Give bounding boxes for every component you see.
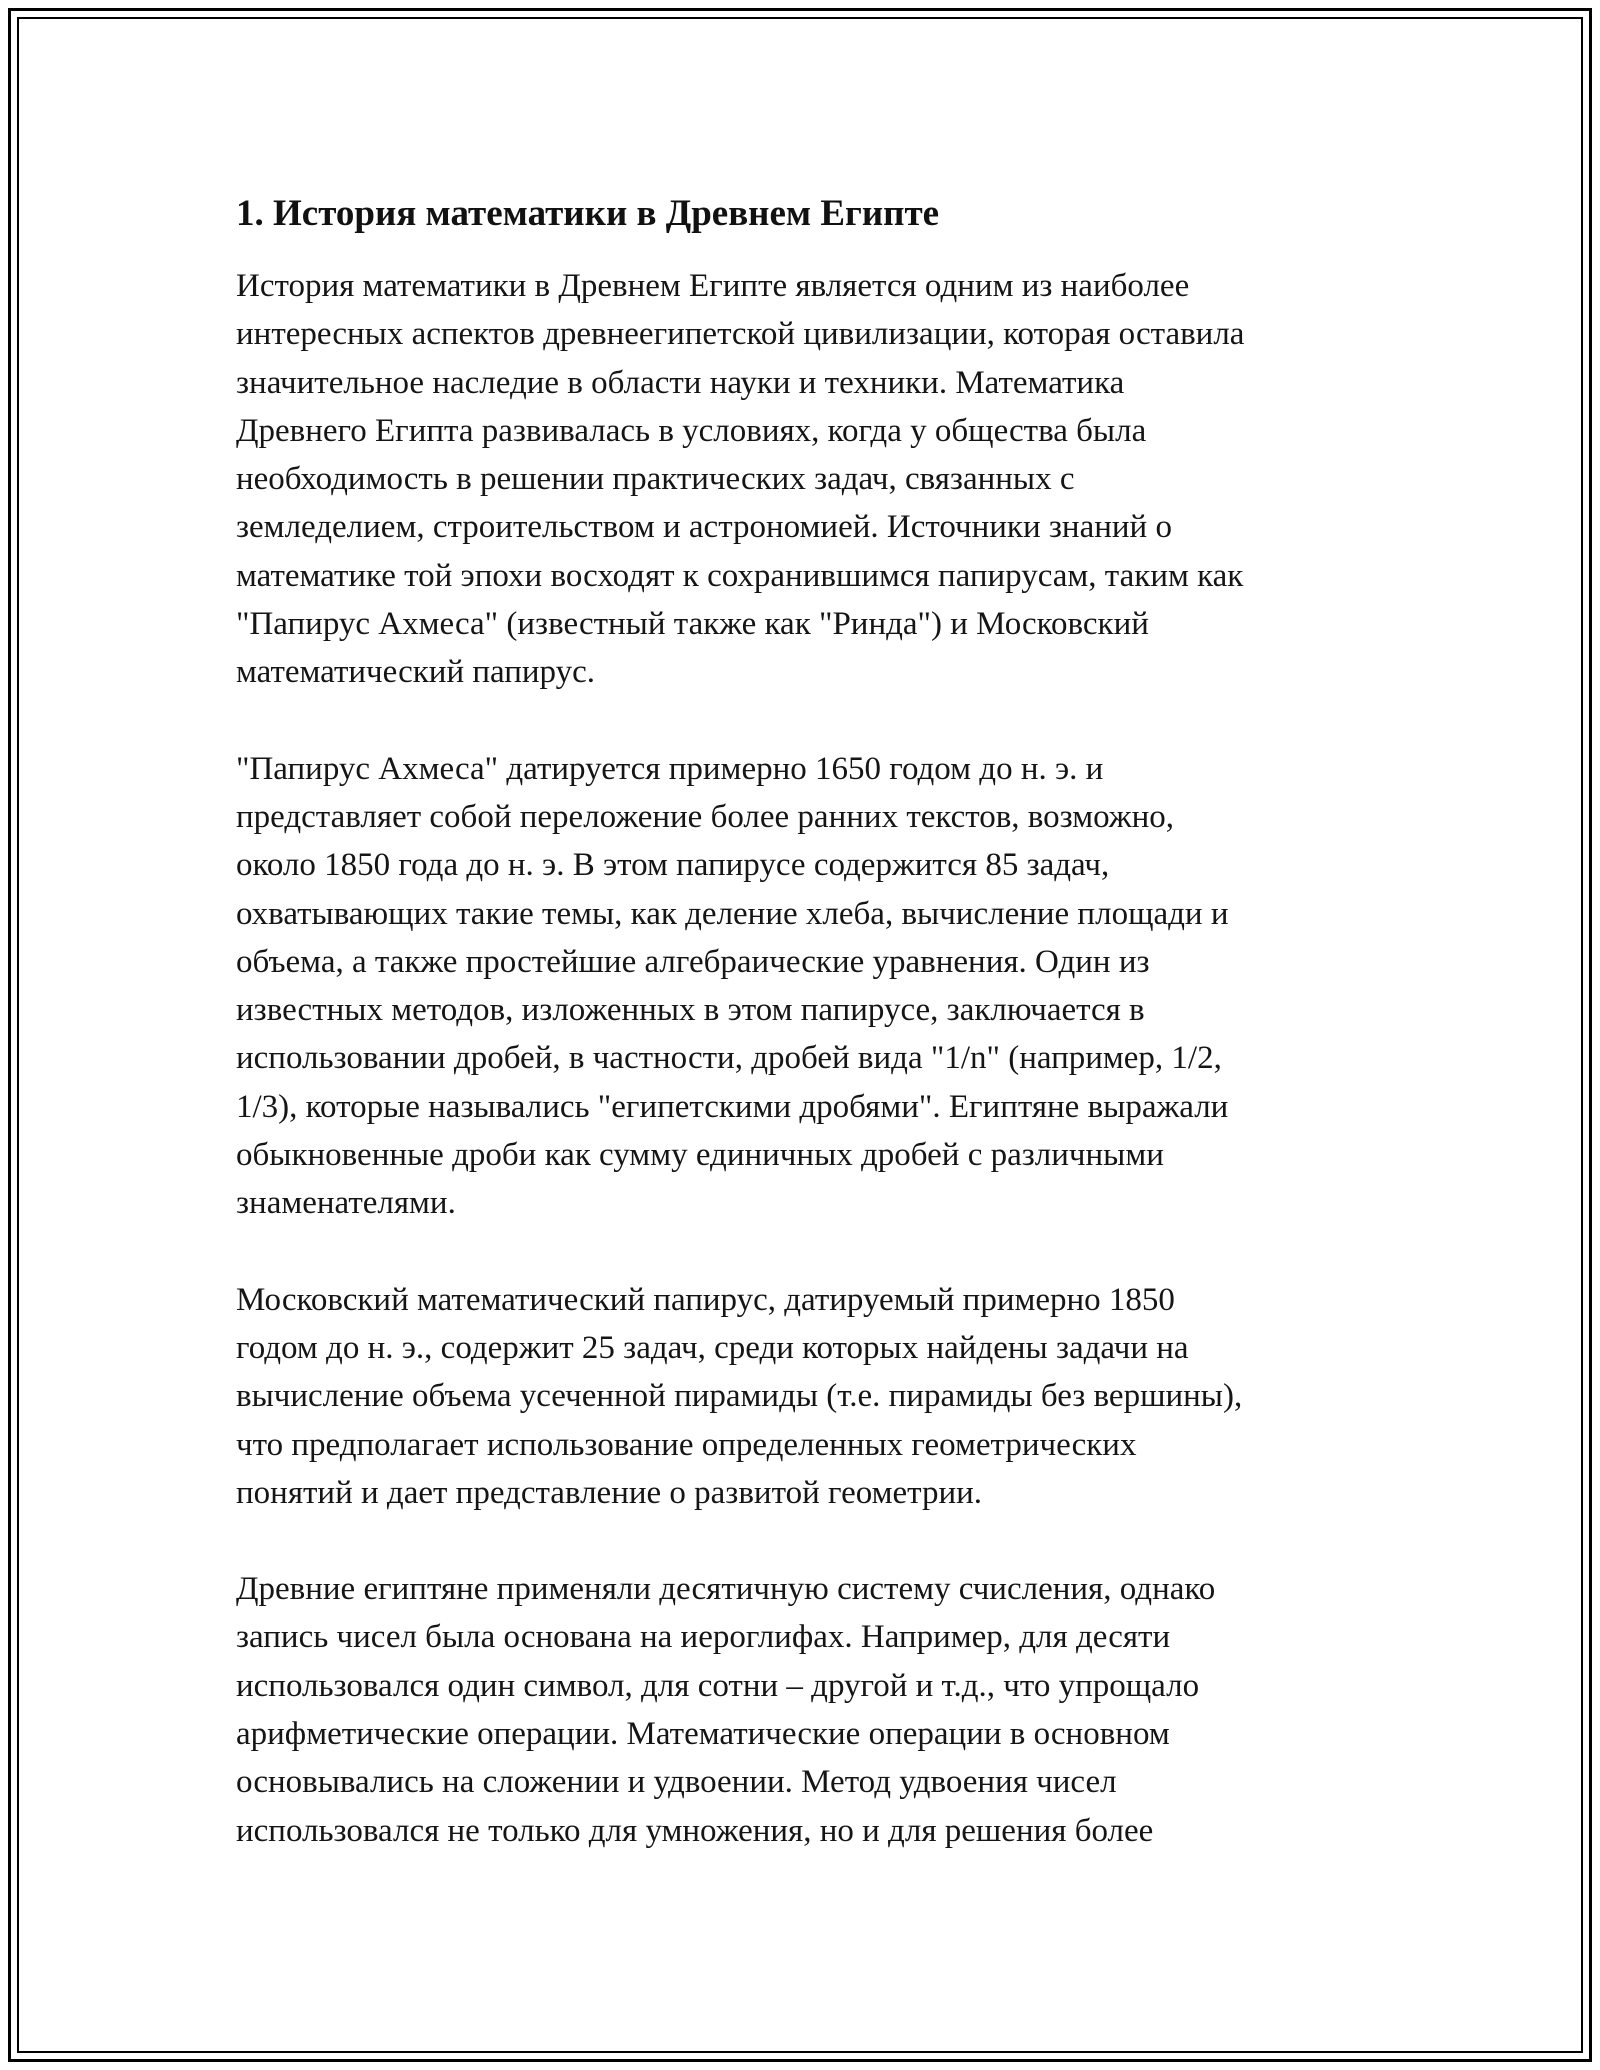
text-line: использовался не только для умножения, но и для решения более bbox=[236, 1812, 1154, 1849]
text-line: арифметические операции. Математические операции в основном bbox=[236, 1716, 1170, 1753]
paragraph-3 bbox=[236, 1276, 1386, 1517]
text-line: Древнего Египта развивалась в условиях, когда у общества была bbox=[236, 412, 1147, 449]
text-line: понятий и дает представление о развитой геометрии. bbox=[236, 1474, 983, 1511]
paragraph-2 bbox=[236, 745, 1386, 1228]
text-line: необходимость в решении практических задач, связанных с bbox=[236, 461, 1075, 498]
text-line: История математики в Древнем Египте является одним из наиболее bbox=[236, 268, 1190, 304]
text-line: годом до н. э., содержит 25 задач, среди которых найдены задачи на bbox=[236, 1329, 1189, 1366]
text-line: запись чисел была основана на иероглифах. Например, для десяти bbox=[236, 1619, 1171, 1656]
text-line: использовании дробей, в частности, дробей вида "1/n" (например, 1/2, bbox=[236, 1040, 1222, 1077]
text-line: земледелием, строительством и астрономией. Источники знаний о bbox=[236, 509, 1172, 546]
text-line: значительное наследие в области науки и техники. Математика bbox=[236, 364, 1125, 401]
document-body bbox=[236, 190, 1386, 1903]
text-line: Древние египтяне применяли десятичную систему счисления, однако bbox=[236, 1571, 1216, 1608]
text-line: "Папирус Ахмеса" датируется примерно 1650 годом до н. э. и bbox=[236, 750, 1104, 787]
text-line: знаменателями. bbox=[236, 1185, 456, 1222]
paragraph-1 bbox=[236, 262, 1386, 697]
text-line: охватывающих такие темы, как деление хлеба, вычисление площади и bbox=[236, 895, 1229, 932]
text-line: использовался один символ, для сотни – другой и т.д., что упрощало bbox=[236, 1667, 1200, 1704]
text-line: 1/3), которые назывались "египетскими дробями". Египтяне выражали bbox=[236, 1088, 1229, 1125]
text-line: "Папирус Ахмеса" (известный также как "Ринда") и Московский bbox=[236, 606, 1149, 643]
text-line: что предполагает использование определенных геометрических bbox=[236, 1426, 1137, 1463]
text-line: представляет собой переложение более ранних текстов, возможно, bbox=[236, 798, 1175, 835]
section-title: 1. История математики в Древнем Египте bbox=[236, 193, 940, 234]
text-line: известных методов, изложенных в этом папирусе, заключается в bbox=[236, 992, 1145, 1029]
text-line: Московский математический папирус, датируемый примерно 1850 bbox=[236, 1281, 1175, 1318]
text-line: около 1850 года до н. э. В этом папирусе содержится 85 задач, bbox=[236, 847, 1110, 884]
text-line: обыкновенные дроби как сумму единичных дробей с различными bbox=[236, 1137, 1164, 1174]
text-line: объема, а также простейшие алгебраические уравнения. Один из bbox=[236, 943, 1150, 980]
text-line: основывались на сложении и удвоении. Метод удвоения чисел bbox=[236, 1764, 1117, 1801]
text-line: вычисление объема усеченной пирамиды (т.е. пирамиды без вершины), bbox=[236, 1378, 1243, 1415]
text-line: математике той эпохи восходят к сохранившимся папирусам, таким как bbox=[236, 557, 1244, 594]
text-line: математический папирус. bbox=[236, 654, 596, 691]
text-line: интересных аспектов древнеегипетской цивилизации, которая оставила bbox=[236, 316, 1245, 353]
paragraph-4 bbox=[236, 1565, 1386, 1855]
